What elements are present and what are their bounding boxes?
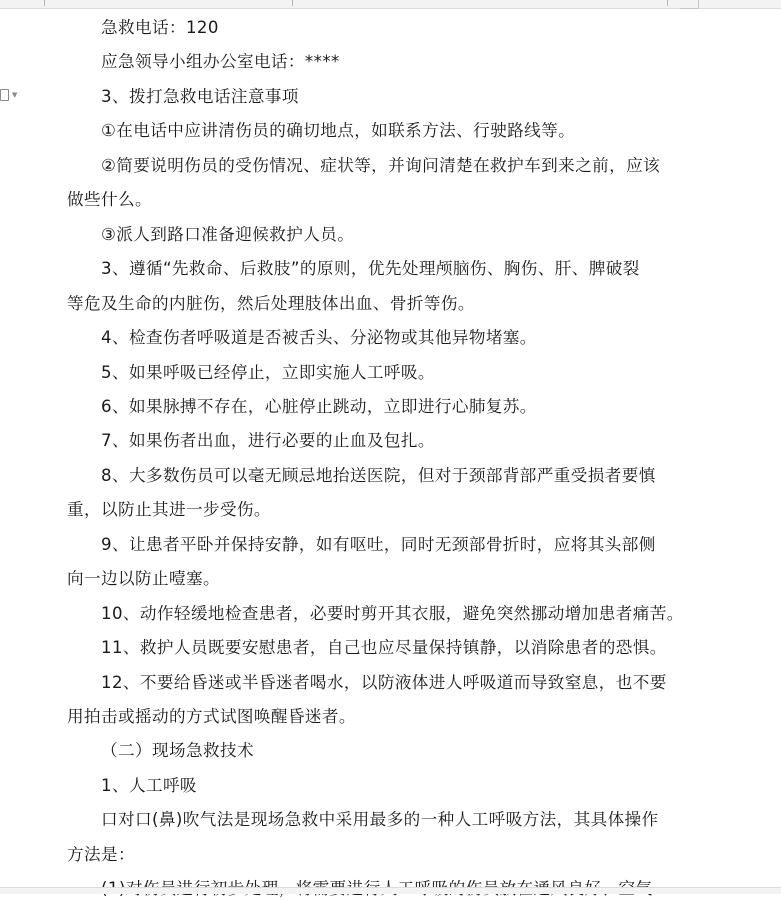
paragraph-line: 5、如果呼吸已经停止，立即实施人工呼吸。 <box>101 363 435 382</box>
paragraph-line: 8、大多数伤员可以毫无顾忌地抬送医院，但对于颈部背部严重受损者要慎 <box>101 466 656 485</box>
subsection-heading: 1、人工呼吸 <box>101 776 197 795</box>
paragraph-line: 向一边以防止噎塞。 <box>67 569 220 588</box>
paragraph-line: 12、不要给昏迷或半昏迷者喝水，以防液体进人呼吸道而导致窒息，也不要 <box>101 673 667 692</box>
ruler-tick <box>667 0 668 6</box>
paragraph-line: 急救电话：120 <box>101 18 219 37</box>
document-page <box>0 8 781 894</box>
paragraph-line: 等危及生命的内脏伤，然后处理肢体出血、骨折等伤。 <box>67 294 475 313</box>
paragraph-line: 7、如果伤者出血，进行必要的止血及包扎。 <box>101 431 435 450</box>
paragraph-line: 重，以防止其进一步受伤。 <box>67 500 271 519</box>
paragraph-line: 方法是： <box>67 845 135 864</box>
paragraph-line: 9、让患者平卧并保持安静，如有呕吐，同时无颈部骨折时，应将其头部侧 <box>101 535 656 554</box>
paragraph-line: ①在电话中应讲清伤员的确切地点，如联系方法、行驶路线等。 <box>101 121 576 140</box>
chevron-down-icon: ▼ <box>12 90 18 99</box>
paragraph-line: 10、动作轻缓地检查患者，必要时剪开其衣服，避免突然挪动增加患者痛苦。 <box>101 604 684 623</box>
ruler-tick <box>44 0 45 6</box>
paragraph-line: 4、检查伤者呼吸道是否被舌头、分泌物或其他异物堵塞。 <box>101 328 537 347</box>
bottom-strip <box>0 887 781 894</box>
paragraph-line: 6、如果脉搏不存在，心脏停止跳动，立即进行心肺复苏。 <box>101 397 537 416</box>
paragraph-line: 11、救护人员既要安慰患者，自己也应尽量保持镇静，以消除患者的恐惧。 <box>101 638 667 657</box>
paragraph-line: ③派人到路口准备迎候救护人员。 <box>101 225 355 244</box>
ruler-tick <box>292 0 293 6</box>
paragraph-line: 口对口(鼻)吹气法是现场急救中采用最多的一种人工呼吸方法，其具体操作 <box>101 810 659 829</box>
paragraph-line: 做些什么。 <box>67 190 152 209</box>
paragraph-line: 用拍击或摇动的方式试图唤醒昏迷者。 <box>67 707 356 726</box>
paragraph-line: 3、遵循“先救命、后救肢”的原则，优先处理颅脑伤、胸伤、肝、脾破裂 <box>101 259 640 278</box>
paragraph-line: ②简要说明伤员的受伤情况、症状等，并询问清楚在救护车到来之前，应该 <box>101 156 661 175</box>
paragraph-line: 3、拨打急救电话注意事项 <box>101 87 299 106</box>
section-heading: （二）现场急救技术 <box>101 741 254 760</box>
paragraph-line: 应急领导小组办公室电话：**** <box>101 52 340 71</box>
